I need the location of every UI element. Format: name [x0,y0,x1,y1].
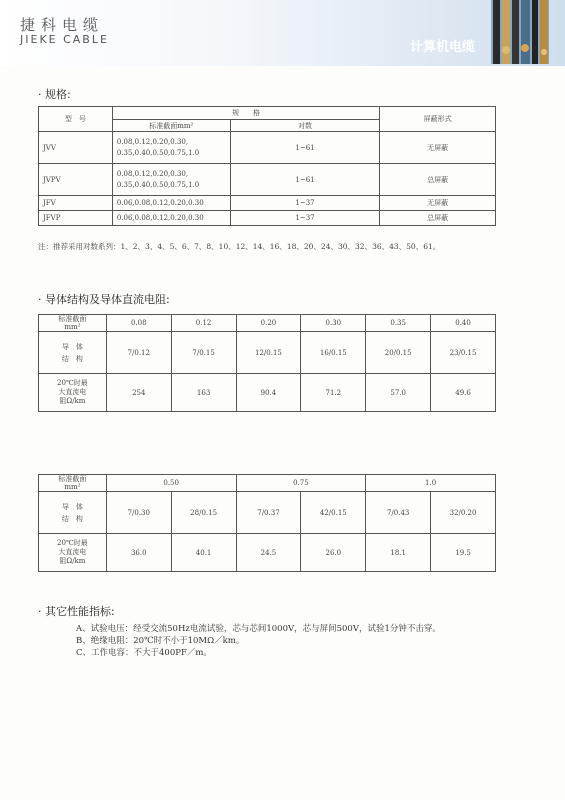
struct-value: 32/0.20 [431,492,496,534]
res-value: 71.2 [301,374,366,412]
model-cell: JFVP [39,211,113,226]
shield-cell: 总屏蔽 [380,211,496,226]
res-row [39,374,496,412]
struct-row [39,492,496,534]
area-value: 0.35 [366,315,431,332]
area-line: 0.08,0.12,0.20,0.30, [116,137,189,146]
struct-value: 42/0.15 [301,492,366,534]
conductor-heading: · 导体结构及导体直流电阻: [38,293,170,306]
brand-name-en: JIEKE CABLE [20,33,109,46]
res-value: 18.1 [366,534,431,572]
struct-value: 23/0.15 [431,332,496,374]
struct-header [39,492,107,534]
other-heading: · 其它性能指标: [38,605,115,618]
struct-value: 16/0.15 [301,332,366,374]
struct-label: 结 构 [61,354,83,363]
res-row [39,534,496,572]
area-value: 0.75 [236,475,366,492]
conductor-table-2 [38,474,496,572]
res-value: 90.4 [236,374,301,412]
area-row [39,315,496,332]
struct-value: 7/0.15 [171,332,236,374]
unit-label: mm² [64,483,81,491]
area-value: 0.50 [106,475,236,492]
struct-label: 结 构 [61,514,83,523]
pairs-cell: 1~61 [230,132,380,164]
area-value: 0.30 [301,315,366,332]
area-line: 0.35,0.40,0.50,0.75,1.0 [116,180,200,189]
res-value: 254 [106,374,171,412]
header-spec: 规 格 [112,107,379,120]
conductor-table-1 [38,314,496,412]
brand-name-cn: 捷科电缆 [20,16,105,34]
pairs-cell: 1~37 [230,196,380,211]
model-cell: JFV [39,196,113,211]
area-line: 0.08,0.12,0.20,0.30, [116,169,189,178]
header-area: 标准截面mm² [112,120,230,132]
res-value: 163 [171,374,236,412]
res-value: 40.1 [171,534,236,572]
struct-label: 导 体 [61,342,83,351]
area-cell: 0.06,0.08,0.12,0.20,0.30 [112,211,230,226]
shield-cell: 无屏蔽 [380,132,496,164]
res-label: 阻Ω/km [59,397,86,405]
header-model: 型 号 [39,107,113,132]
unit-label: mm² [64,323,81,331]
res-label: 大直流电 [58,388,87,396]
res-value: 24.5 [236,534,301,572]
model-cell: JVV [39,132,113,164]
shield-cell: 无屏蔽 [380,196,496,211]
section-title: 计算机电缆 [409,40,475,55]
table-row [39,132,496,164]
struct-value: 7/0.30 [106,492,171,534]
res-label: 20℃时最 [57,379,88,387]
area-line: 0.35,0.40,0.50,0.75,1.0 [116,148,200,157]
res-header [39,534,107,572]
area-value: 0.20 [236,315,301,332]
area-cell [112,132,230,164]
area-label: 标准截面 [58,475,87,483]
area-cell [112,164,230,196]
res-value: 49.6 [431,374,496,412]
res-label: 大直流电 [58,548,87,556]
struct-value: 20/0.15 [366,332,431,374]
cable-photo [491,0,549,64]
struct-value: 28/0.15 [171,492,236,534]
pairs-cell: 1~37 [230,211,380,226]
res-value: 57.0 [366,374,431,412]
res-value: 26.0 [301,534,366,572]
perf-item-b: B、绝缘电阻：20℃时不小于10MΩ／km。 [76,636,245,646]
res-value: 19.5 [431,534,496,572]
table-row [39,196,496,211]
spec-table [38,106,496,226]
struct-value: 12/0.15 [236,332,301,374]
struct-header [39,332,107,374]
header-shield: 屏蔽形式 [380,107,496,132]
area-cell: 0.06,0.08,0.12,0.20,0.30 [112,196,230,211]
table-row [39,164,496,196]
table-row [39,211,496,226]
header-pairs: 对数 [230,120,380,132]
struct-value: 7/0.37 [236,492,301,534]
area-header [39,475,107,492]
struct-value: 7/0.12 [106,332,171,374]
res-label: 阻Ω/km [59,557,86,565]
model-cell: JVPV [39,164,113,196]
page-header [0,0,565,66]
area-value: 1.0 [366,475,496,492]
area-value: 0.08 [106,315,171,332]
res-value: 36.0 [106,534,171,572]
area-label: 标准截面 [58,315,87,323]
perf-item-a: A、试验电压：经受交流50Hz电流试验，芯与芯间1000V，芯与屏间500V，试验1分钟不击穿。 [76,624,441,634]
spec-note: 注：推荐采用对数系列：1、2、3、4、5、6、7、8、10、12、14、16、18、20、24、30、32、36、43、50、61。 [38,242,441,251]
res-header [39,374,107,412]
struct-value: 7/0.43 [366,492,431,534]
spec-heading: · 规格: [38,88,71,101]
area-header [39,315,107,332]
area-row [39,475,496,492]
area-value: 0.12 [171,315,236,332]
shield-cell: 总屏蔽 [380,164,496,196]
struct-row [39,332,496,374]
pairs-cell: 1~61 [230,164,380,196]
res-label: 20℃时最 [57,539,88,547]
struct-label: 导 体 [61,502,83,511]
area-value: 0.40 [431,315,496,332]
perf-item-c: C、工作电容：不大于400PF／m。 [76,648,212,658]
